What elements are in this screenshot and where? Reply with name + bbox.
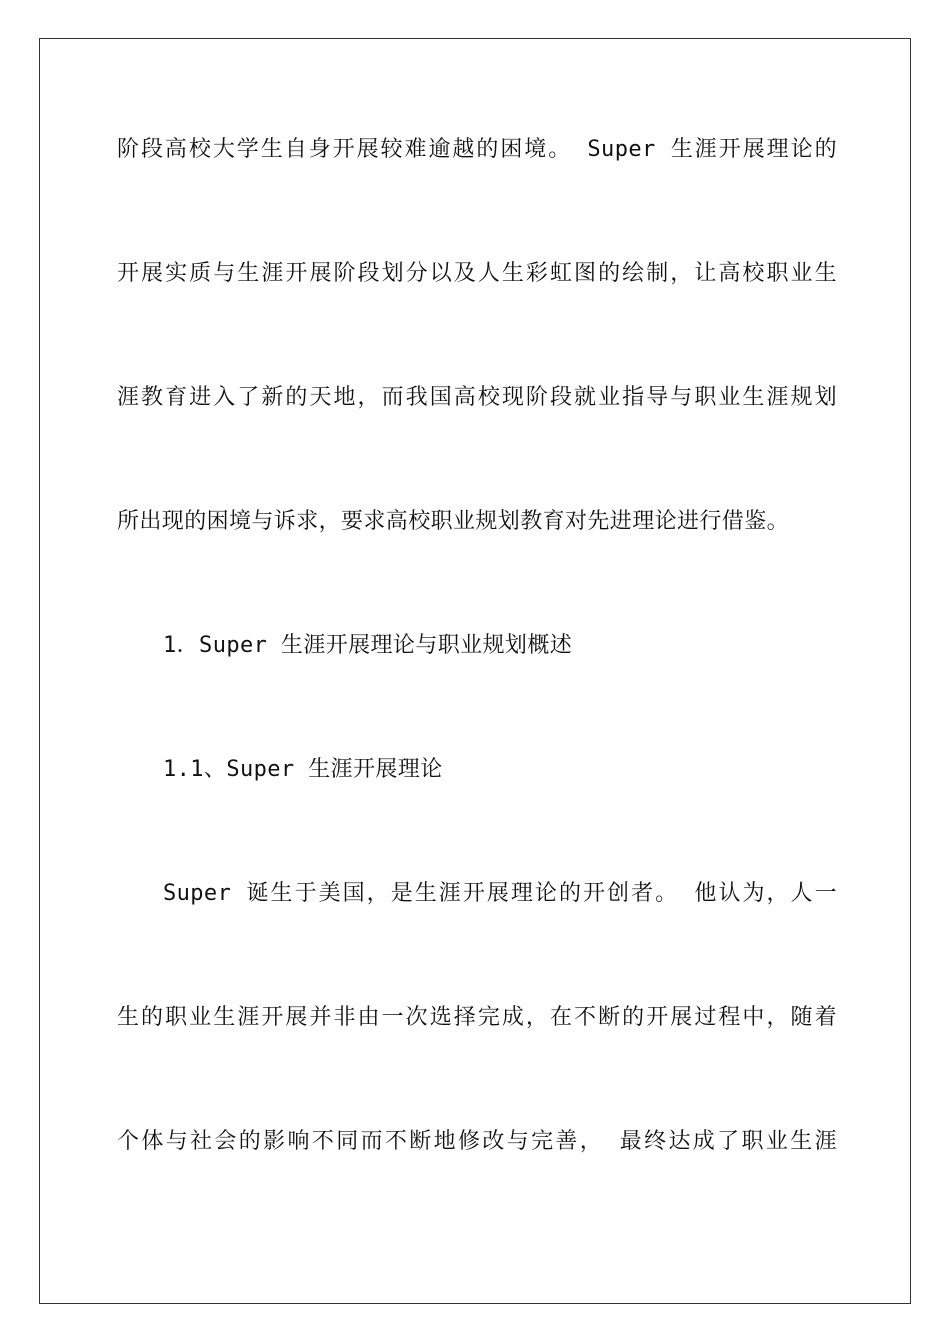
paragraph-line-4: 所出现的困境与诉求，要求高校职业规划教育对先进理论进行借鉴。 [117, 509, 790, 534]
paragraph-line-6: 生的职业生涯开展并非由一次选择完成，在不断的开展过程中，随着 [117, 1005, 837, 1030]
paragraph-line-7: 个体与社会的影响不同而不断地修改与完善， 最终达成了职业生涯 [117, 1129, 837, 1154]
page-border [39, 38, 911, 1304]
section-heading-1: 1．Super 生涯开展理论与职业规划概述 [163, 633, 573, 658]
paragraph-line-5: Super 诞生于美国，是生涯开展理论的开创者。 他认为，人一 [163, 881, 837, 906]
section-heading-1-1: 1.1、Super 生涯开展理论 [163, 757, 443, 782]
paragraph-line-2: 开展实质与生涯开展阶段划分以及人生彩虹图的绘制，让高校职业生 [117, 261, 837, 286]
paragraph-line-1: 阶段高校大学生自身开展较难逾越的困境。 Super 生涯开展理论的 [117, 137, 837, 162]
paragraph-line-3: 涯教育进入了新的天地，而我国高校现阶段就业指导与职业生涯规划 [117, 385, 837, 410]
